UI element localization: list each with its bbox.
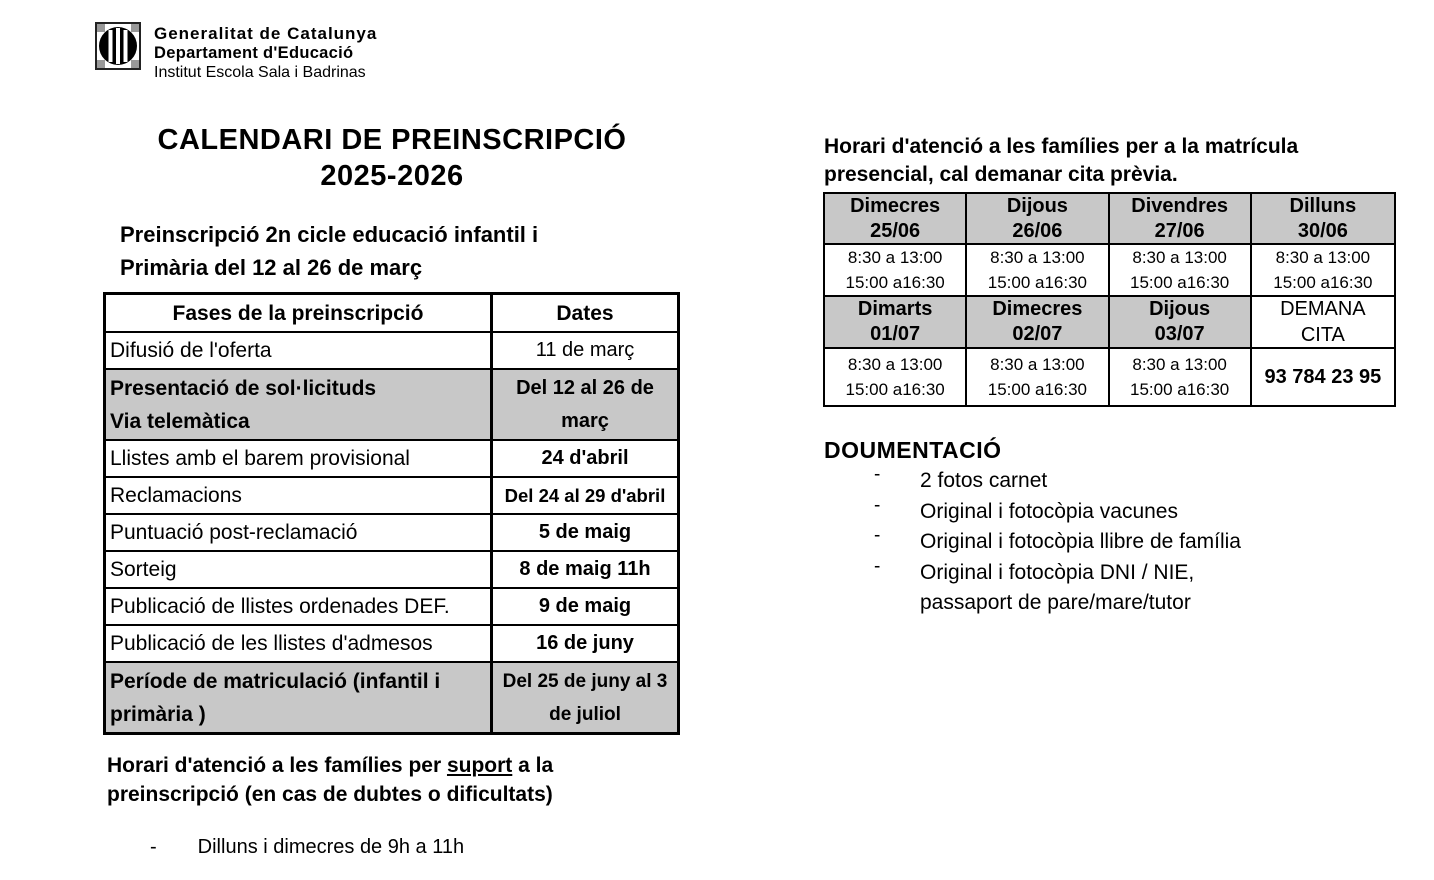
preinscripcio-phases-table [103,292,680,735]
org-name: Generalitat de Catalunya [154,24,378,43]
date-cell: 9 de maig [538,595,632,617]
day-date: 27/06 [1154,219,1205,242]
table-row [106,661,677,732]
documentation-title: DOUMENTACIÓ [824,437,1002,463]
hours-afternoon: 15:00 a16:30 [1129,380,1230,399]
date-cell: Del 12 al 26 de març [516,376,654,432]
page-title-line2: 2025-2026 [320,160,464,192]
date-cell: Del 24 al 29 d'abril [504,485,666,506]
day-header-cell [967,194,1109,245]
support-note-line2: preinscripció (en cas de dubtes o dificultats) [107,783,553,806]
table-row [106,439,677,476]
table-row [106,368,677,439]
date-cell: 11 de març [535,339,635,361]
hours-morning: 8:30 a 13:00 [847,355,943,374]
day-date: 30/06 [1297,219,1348,242]
page-subtitle [120,218,538,284]
appointment-line1: DEMANA [1280,298,1366,320]
day-name: Dimecres [850,194,941,217]
hours-morning: 8:30 a 13:00 [990,248,1085,267]
hours-morning: 8:30 a 13:00 [847,248,943,267]
hours-cell [967,349,1109,405]
hours-afternoon: 15:00 a16:30 [845,273,945,292]
generalitat-senyera-icon [95,22,141,70]
hours-afternoon: 15:00 a16:30 [987,273,1087,292]
dash-bullet: - [874,464,881,485]
day-name: Dilluns [1289,194,1357,217]
table-row [106,587,677,624]
day-name: Divendres [1131,194,1228,217]
fase-line1: Presentació de sol·licituds [110,376,377,400]
date-cell: 24 d'abril [541,447,629,469]
matricula-intro-line2: presencial, cal demanar cita prèvia. [824,163,1178,186]
hours-morning: 8:30 a 13:00 [1132,248,1227,267]
support-note-post: a la [512,754,554,777]
doc-item-text: Original i fotocòpia llibre de família [920,530,1241,553]
date-cell: 8 de maig 11h [519,558,651,580]
letterhead-text [154,22,377,82]
doc-item-text: 2 fotos carnet [920,469,1048,492]
fase-line2: primària ) [110,702,206,726]
day-header-cell [1252,194,1394,245]
phone-cell: 93 784 23 95 [1264,365,1382,388]
day-header-cell [967,297,1109,349]
appointment-line2: CITA [1300,324,1345,346]
table-header-row [106,295,677,331]
fase-line2: Via telemàtica [110,409,250,433]
column-header-fases: Fases de la preinscripció [106,295,493,331]
fase-cell: Publicació de les llistes d'admesos [106,626,493,661]
matricula-intro-line1: Horari d'atenció a les famílies per a la matrícula [824,135,1299,158]
fase-cell: Difusió de l'oferta [106,333,493,368]
fase-cell: Publicació de llistes ordenades DEF. [106,589,493,624]
fase-cell [106,663,493,732]
support-schedule-item [150,836,464,859]
column-header-dates: Dates [556,301,614,325]
day-date: 01/07 [870,323,921,345]
date-cell: Del 25 de juny al 3 de juliol [502,670,668,725]
day-date: 25/06 [870,219,921,242]
dash-bullet: - [874,555,881,577]
table-row [106,513,677,550]
day-header-cell [1110,297,1252,349]
dash-bullet: - [874,525,881,546]
day-date: 02/07 [1012,323,1063,345]
hours-afternoon: 15:00 a16:30 [1273,273,1373,292]
page-subtitle-line1: Preinscripció 2n cicle educació infantil i [120,222,539,247]
hours-afternoon: 15:00 a16:30 [987,380,1087,399]
doc-item-text: Original i fotocòpia DNI / NIE, [920,560,1195,584]
day-header-cell [825,194,967,245]
hours-cell [1252,245,1394,297]
page-title [103,122,681,194]
support-note-line1 [107,751,667,780]
support-note-pre: Horari d'atenció a les famílies per [107,754,447,777]
date-cell: 16 de juny [536,632,634,654]
table-row [106,331,677,368]
hours-cell [1110,245,1252,297]
day-name: Dimarts [857,298,933,320]
support-schedule-text: Dilluns i dimecres de 9h a 11h [197,836,465,858]
fase-cell: Reclamacions [106,478,493,513]
fase-cell [106,370,493,439]
department-name: Departament d'Educació [154,44,354,62]
hours-morning: 8:30 a 13:00 [1132,355,1227,374]
date-cell: 5 de maig [538,521,632,543]
day-header-cell [1110,194,1252,245]
support-note-underlined: suport [446,754,513,777]
school-name: Institut Escola Sala i Badrinas [154,64,366,81]
list-item [824,588,1384,619]
support-note [107,751,667,809]
page-subtitle-line2: Primària del 12 al 26 de març [120,255,423,280]
table-row [106,624,677,661]
dash-bullet: - [150,836,157,858]
hours-afternoon: 15:00 a16:30 [845,380,945,399]
hours-cell [967,245,1109,297]
fase-cell: Puntuació post-reclamació [106,515,493,550]
dash-bullet: - [874,494,881,516]
dash-bullet [874,582,920,613]
table-row [106,550,677,587]
hours-morning: 8:30 a 13:00 [990,355,1085,374]
day-name: Dimecres [992,298,1083,320]
fase-cell: Llistes amb el barem provisional [106,441,493,476]
table-row [106,476,677,513]
matricula-schedule-table [823,192,1396,407]
hours-cell [1110,349,1252,405]
doc-item-text: passaport de pare/mare/tutor [920,591,1191,614]
hours-morning: 8:30 a 13:00 [1275,248,1371,267]
fase-line1: Període de matriculació (infantil i [110,669,441,693]
day-name: Dijous [1006,194,1068,217]
letterhead [95,22,377,82]
day-date: 26/06 [1012,219,1063,242]
day-date: 03/07 [1154,323,1205,345]
hours-cell [825,349,967,405]
day-name: Dijous [1149,298,1211,320]
day-header-cell [825,297,967,349]
hours-afternoon: 15:00 a16:30 [1129,273,1230,292]
matricula-intro [824,133,1298,189]
fase-cell: Sorteig [106,552,493,587]
doc-item-text: Original i fotocòpia vacunes [920,499,1178,523]
appointment-cell [1252,297,1394,349]
hours-cell [825,245,967,297]
documentation-list [824,466,1384,619]
page-title-line1: CALENDARI DE PREINSCRIPCIÓ [157,124,627,156]
